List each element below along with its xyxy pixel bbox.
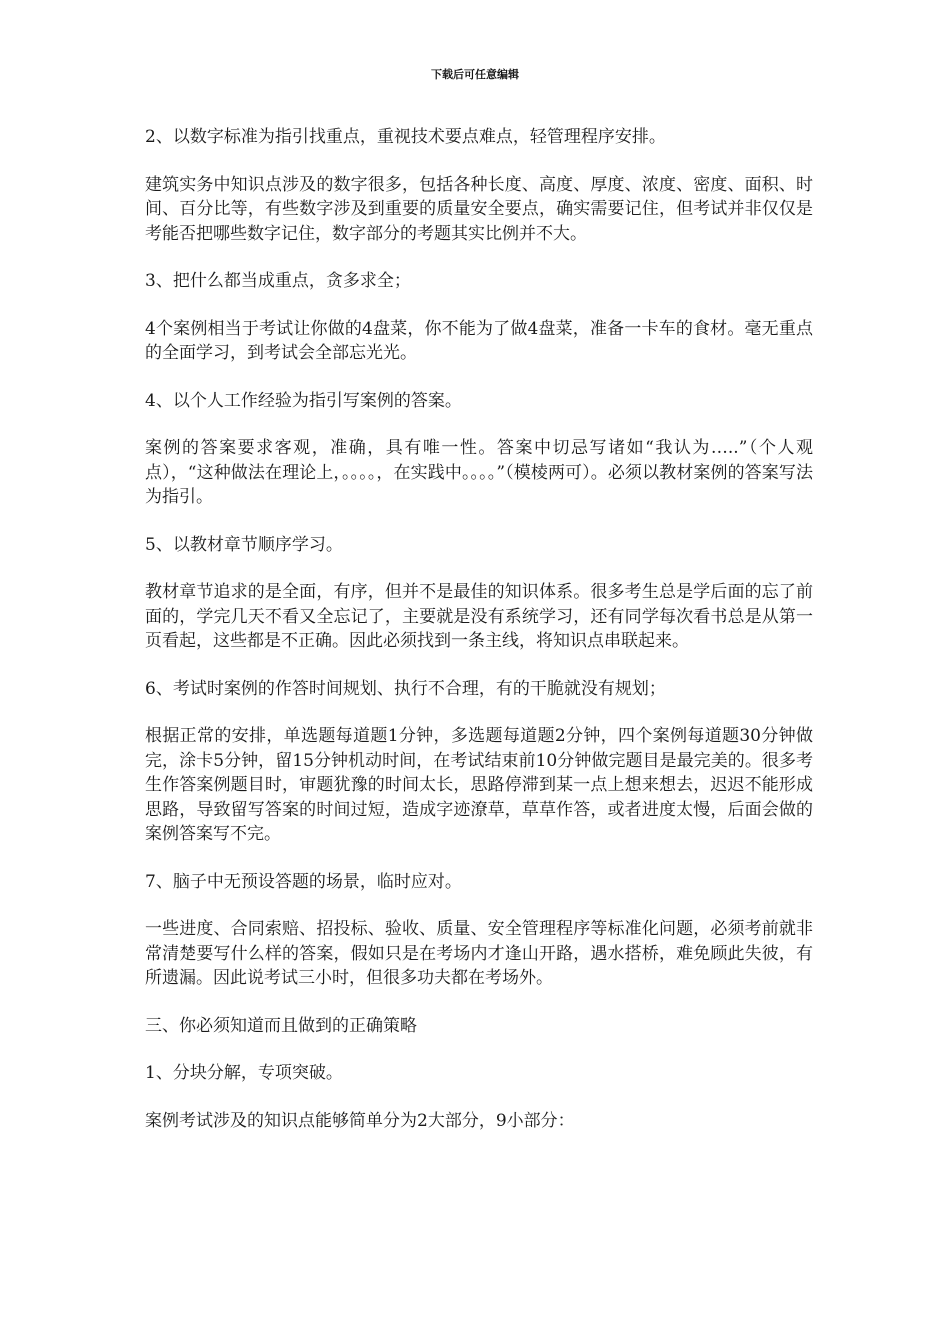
- section-heading-2: 2、以数字标准为指引找重点，重视技术要点难点，轻管理程序安排。: [145, 127, 666, 147]
- paragraph-time-plan: 根据正常的安排，单选题每道题1分钟，多选题每道题2分钟，四个案例每道题30分钟做完，涂卡5分钟，留15分钟机动时间，在考试结束前10分钟做完题目是最完美的。很多考生作答案例题目时，审题犹豫的时间太长，思路停滞到某一点上想来想去，迟迟不能形成思路，导致留写答案的时间过短，造成字迹潦草，草草作答，或者进度太慢，后面会做的案例答案写不完。: [145, 726, 813, 844]
- paragraph-scenarios: 一些进度、合同索赔、招投标、验收、质量、安全管理程序等标准化问题，必须考前就非常清楚要写什么样的答案，假如只是在考场内才逢山开路，遇水搭桥，难免顾此失彼，有所遗漏。因此说考试三小时，但很多功夫都在考场外。: [145, 919, 813, 988]
- paragraph-answer-style: 案例的答案要求客观，准确，具有唯一性。答案中切忌写诸如“我认为…..”（个人观点），“这种做法在理论上，。。。。，在实践中。。。。”（模棱两可）。必须以教材案例的答案写法为指引。: [145, 438, 813, 507]
- document-body: [145, 125, 813, 1156]
- paragraph-four-cases: 4个案例相当于考试让你做的4盘菜，你不能为了做4盘菜，准备一卡车的食材。毫无重点的全面学习，到考试会全部忘光光。: [145, 318, 813, 363]
- section-heading-4: 4、以个人工作经验为指引写案例的答案。: [145, 390, 462, 411]
- page-header: 下载后可任意编辑: [431, 68, 519, 81]
- paragraph-knowledge-parts: 案例考试涉及的知识点能够简单分为2大部分，9小部分：: [145, 1110, 575, 1131]
- paragraph-numbers: 建筑实务中知识点涉及的数字很多，包括各种长度、高度、厚度、浓度、密度、面积、时间、百分比等，有些数字涉及到重要的质量安全要点，确实需要记住，但考试并非仅仅是考能否把哪些数字记住，数字部分的考题其实比例并不大。: [145, 174, 813, 244]
- chapter-heading-strategy: 三、你必须知道而且做到的正确策略: [145, 1015, 417, 1036]
- section-heading-3: 3、把什么都当成重点，贪多求全；: [145, 271, 411, 291]
- section-heading-7: 7、脑子中无预设答题的场景，临时应对。: [145, 871, 462, 892]
- section-heading-6: 6、考试时案例的作答时间规划、执行不合理，有的干脆就没有规划；: [145, 678, 666, 699]
- paragraph-textbook-order: 教材章节追求的是全面，有序，但并不是最佳的知识体系。很多考生总是学后面的忘了前面的，学完几天不看又全忘记了，主要就是没有系统学习，还有同学每次看书总是从第一页看起，这些都是不正确。因此必须找到一条主线，将知识点串联起来。: [145, 582, 813, 651]
- section-heading-5: 5、以教材章节顺序学习。: [145, 534, 343, 555]
- section-heading-strategy-1: 1、分块分解，专项突破。: [145, 1063, 343, 1083]
